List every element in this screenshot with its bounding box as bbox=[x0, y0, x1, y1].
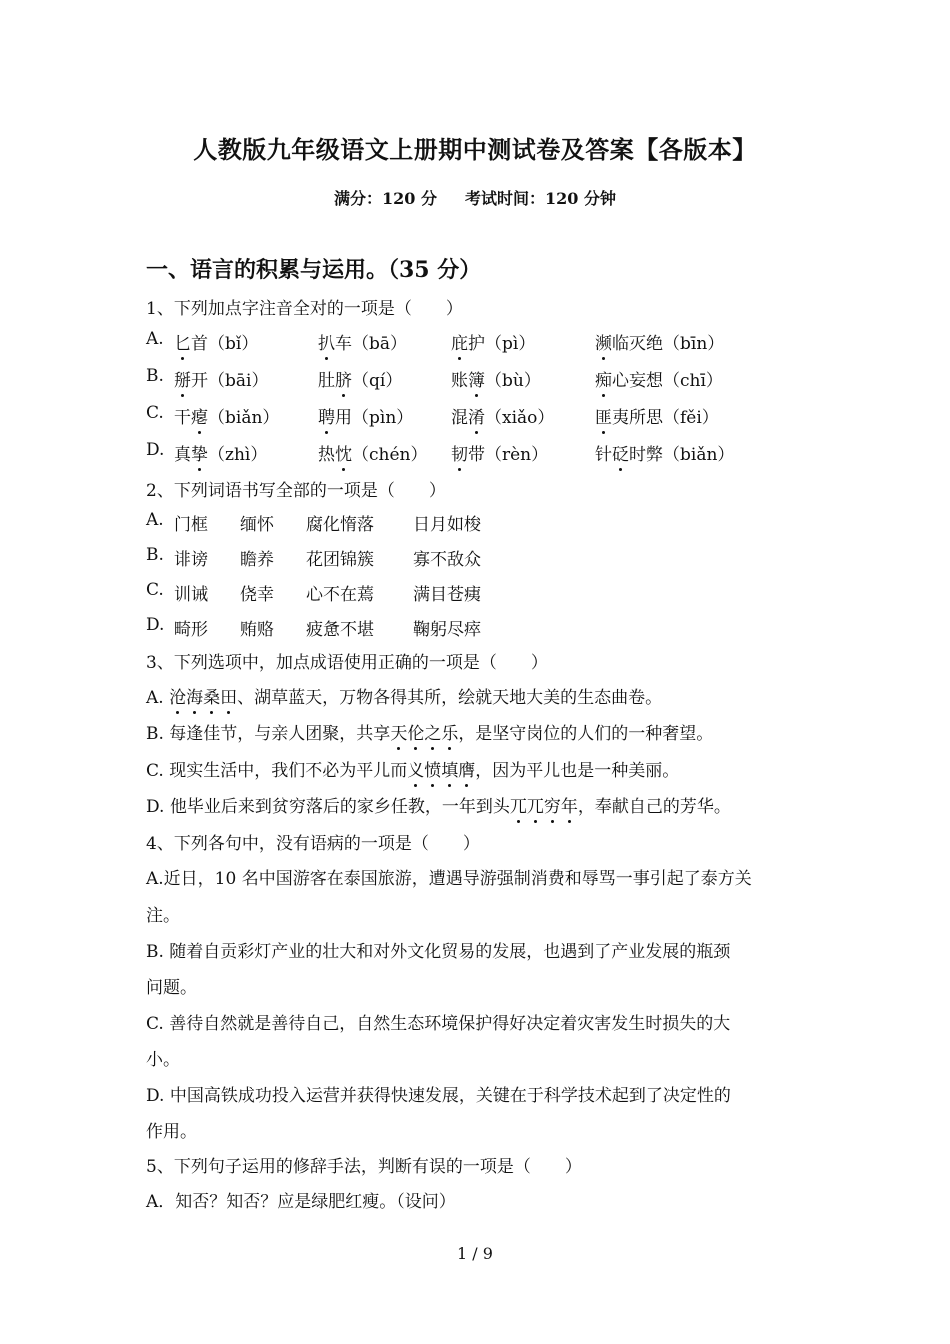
pinyin-item bbox=[595, 440, 734, 465]
pinyin-item bbox=[318, 403, 413, 428]
question-1-option-d bbox=[146, 440, 766, 466]
option-label: C. bbox=[146, 403, 164, 423]
full-score: 满分：120 分 bbox=[334, 189, 437, 208]
pinyin-item bbox=[174, 329, 258, 354]
word-item: 日月如梭 bbox=[413, 515, 481, 535]
item-text: （bù） bbox=[485, 371, 541, 391]
item-text: 真 bbox=[174, 445, 191, 465]
item-text: （qí） bbox=[352, 371, 403, 391]
question-2-option-d bbox=[146, 615, 546, 641]
word-item: 花团锦簇 bbox=[306, 550, 374, 570]
item-text: 首（bǐ） bbox=[191, 334, 259, 354]
marked-character: 淆 bbox=[468, 403, 485, 428]
pinyin-item bbox=[174, 403, 279, 428]
pinyin-item bbox=[318, 440, 427, 465]
item-text: 车（bā） bbox=[335, 334, 408, 354]
word-item: 缅怀 bbox=[240, 515, 274, 535]
marked-character: 愤 bbox=[424, 756, 441, 781]
marked-character: 伦 bbox=[407, 719, 424, 744]
question-2-option-a bbox=[146, 510, 546, 536]
question-2-option-c bbox=[146, 580, 546, 606]
marked-character: 田 bbox=[220, 683, 237, 708]
marked-character: 沧 bbox=[169, 683, 186, 708]
marked-character: 簿 bbox=[468, 366, 485, 391]
pinyin-item bbox=[451, 440, 548, 465]
question-1-stem: 1、下列加点字注音全对的一项是（ ） bbox=[146, 299, 463, 319]
item-text: 用（pìn） bbox=[335, 408, 414, 428]
exam-info bbox=[0, 186, 950, 209]
marked-character: 濒 bbox=[595, 329, 612, 354]
marked-character: 庇 bbox=[451, 329, 468, 354]
marked-character: 年 bbox=[561, 792, 578, 817]
word-item: 贿赂 bbox=[240, 620, 274, 640]
pinyin-item bbox=[174, 440, 267, 465]
word-item: 寡不敌众 bbox=[413, 550, 481, 570]
question-3-stem: 3、下列选项中，加点成语使用正确的一项是（ ） bbox=[146, 653, 548, 673]
item-text: （chén） bbox=[352, 445, 428, 465]
marked-character: 挚 bbox=[191, 440, 208, 465]
marked-character: 乐 bbox=[441, 719, 458, 744]
question-5-option-a: A．知否？知否？应是绿肥红瘦。（设问） bbox=[146, 1192, 456, 1212]
word-item: 心不在蔫 bbox=[306, 585, 374, 605]
question-4-option-b-cont: 问题。 bbox=[146, 978, 197, 998]
marked-character: 脐 bbox=[335, 366, 352, 391]
pinyin-item bbox=[174, 366, 268, 391]
word-item: 训诫 bbox=[174, 585, 208, 605]
word-item: 腐化惰落 bbox=[306, 515, 374, 535]
question-4-option-c-cont: 小。 bbox=[146, 1050, 180, 1070]
pinyin-item bbox=[451, 366, 541, 391]
marked-character: 忱 bbox=[335, 440, 352, 465]
question-4-option-d: D. 中国高铁成功投入运营并获得快速发展，关键在于科学技术起到了决定性的 bbox=[146, 1086, 731, 1106]
item-text: 时弊（biǎn） bbox=[629, 445, 735, 465]
pinyin-item bbox=[451, 329, 535, 354]
option-label: D. bbox=[146, 615, 165, 635]
item-text: 干 bbox=[174, 408, 191, 428]
option-label: B. bbox=[146, 366, 164, 386]
question-2-stem: 2、下列词语书写全部的一项是（ ） bbox=[146, 481, 446, 501]
word-item: 侥幸 bbox=[240, 585, 274, 605]
word-item: 诽谤 bbox=[174, 550, 208, 570]
option-label: D. bbox=[146, 440, 165, 460]
marked-idiom bbox=[510, 797, 578, 817]
marked-idiom bbox=[169, 688, 237, 708]
marked-character: 掰 bbox=[174, 366, 191, 391]
word-item: 畸形 bbox=[174, 620, 208, 640]
marked-character: 穷 bbox=[544, 792, 561, 817]
marked-character: 扒 bbox=[318, 329, 335, 354]
marked-character: 痴 bbox=[595, 366, 612, 391]
question-1-option-b bbox=[146, 366, 766, 392]
option-label: C. bbox=[146, 580, 164, 600]
question-4-option-b: B. 随着自贡彩灯产业的壮大和对外文化贸易的发展，也遇到了产业发展的瓶颈 bbox=[146, 942, 731, 962]
pinyin-item bbox=[595, 329, 724, 354]
question-4-stem: 4、下列各句中，没有语病的一项是（ ） bbox=[146, 834, 480, 854]
question-3-option-a: A. 沧海桑田、湖草蓝天，万物各得其所，绘就天地大美的生态曲卷。 bbox=[146, 683, 662, 708]
marked-character: 兀 bbox=[527, 792, 544, 817]
item-text: 护（pì） bbox=[468, 334, 536, 354]
item-text: 热 bbox=[318, 445, 335, 465]
marked-character: 天 bbox=[390, 719, 407, 744]
marked-character: 匕 bbox=[174, 329, 191, 354]
marked-character: 兀 bbox=[510, 792, 527, 817]
item-text: 夷所思（fěi） bbox=[612, 408, 719, 428]
word-item: 鞠躬尽瘁 bbox=[413, 620, 481, 640]
question-4-option-c: C. 善待自然就是善待自己，自然生态环境保护得好决定着灾害发生时损失的大 bbox=[146, 1014, 731, 1034]
marked-character: 匪 bbox=[595, 403, 612, 428]
question-3-option-d: D. 他毕业后来到贫穷落后的家乡任教，一年到头兀兀穷年，奉献自己的芳华。 bbox=[146, 792, 731, 817]
pinyin-item bbox=[595, 403, 719, 428]
section-heading: 一、语言的积累与运用。（35 分） bbox=[146, 257, 482, 283]
item-text: 肚 bbox=[318, 371, 335, 391]
item-text: 混 bbox=[451, 408, 468, 428]
question-3-option-b: B. 每逢佳节，与亲人团聚，共享天伦之乐，是坚守岗位的人们的一种奢望。 bbox=[146, 719, 713, 744]
question-2-option-b bbox=[146, 545, 546, 571]
question-4-option-d-cont: 作用。 bbox=[146, 1122, 197, 1142]
question-1-option-a bbox=[146, 329, 766, 355]
item-text: （biǎn） bbox=[208, 408, 280, 428]
pinyin-item bbox=[595, 366, 723, 391]
document-title: 人教版九年级语文上册期中测试卷及答案【各版本】 bbox=[193, 135, 757, 164]
item-text: （zhì） bbox=[208, 445, 268, 465]
marked-character: 义 bbox=[407, 756, 424, 781]
word-item: 满目苍痍 bbox=[413, 585, 481, 605]
marked-character: 韧 bbox=[451, 440, 468, 465]
marked-character: 填 bbox=[441, 756, 458, 781]
marked-character: 桑 bbox=[203, 683, 220, 708]
word-item: 门框 bbox=[174, 515, 208, 535]
marked-character: 海 bbox=[186, 683, 203, 708]
question-4-option-a: A.近日，10 名中国游客在泰国旅游，遭遇导游强制消费和辱骂一事引起了泰方关 bbox=[146, 869, 752, 889]
page-number: 1 / 9 bbox=[457, 1244, 493, 1263]
question-3-option-c: C. 现实生活中，我们不必为平儿而义愤填膺，因为平儿也是一种美丽。 bbox=[146, 756, 679, 781]
exam-time: 考试时间：120 分钟 bbox=[465, 189, 616, 208]
word-item: 疲惫不堪 bbox=[306, 620, 374, 640]
item-text: （xiǎo） bbox=[485, 408, 555, 428]
marked-character: 瘪 bbox=[191, 403, 208, 428]
item-text: 针 bbox=[595, 445, 612, 465]
pinyin-item bbox=[318, 329, 407, 354]
marked-character: 聘 bbox=[318, 403, 335, 428]
pinyin-item bbox=[451, 403, 554, 428]
item-text: 临灭绝（bīn） bbox=[612, 334, 725, 354]
item-text: 心妄想（chī） bbox=[612, 371, 723, 391]
option-label: B. bbox=[146, 545, 164, 565]
marked-idiom bbox=[390, 724, 458, 744]
item-text: 开（bāi） bbox=[191, 371, 269, 391]
word-item: 瞻养 bbox=[240, 550, 274, 570]
question-4-option-a-cont: 注。 bbox=[146, 906, 180, 926]
marked-character: 膺 bbox=[458, 756, 475, 781]
marked-character: 之 bbox=[424, 719, 441, 744]
item-text: 账 bbox=[451, 371, 468, 391]
marked-character: 砭 bbox=[612, 440, 629, 465]
option-label: A. bbox=[146, 510, 164, 530]
question-5-stem: 5、下列句子运用的修辞手法，判断有误的一项是（ ） bbox=[146, 1157, 582, 1177]
option-label: A. bbox=[146, 329, 164, 349]
question-1-option-c bbox=[146, 403, 766, 429]
marked-idiom bbox=[407, 761, 475, 781]
item-text: 带（rèn） bbox=[468, 445, 549, 465]
pinyin-item bbox=[318, 366, 402, 391]
